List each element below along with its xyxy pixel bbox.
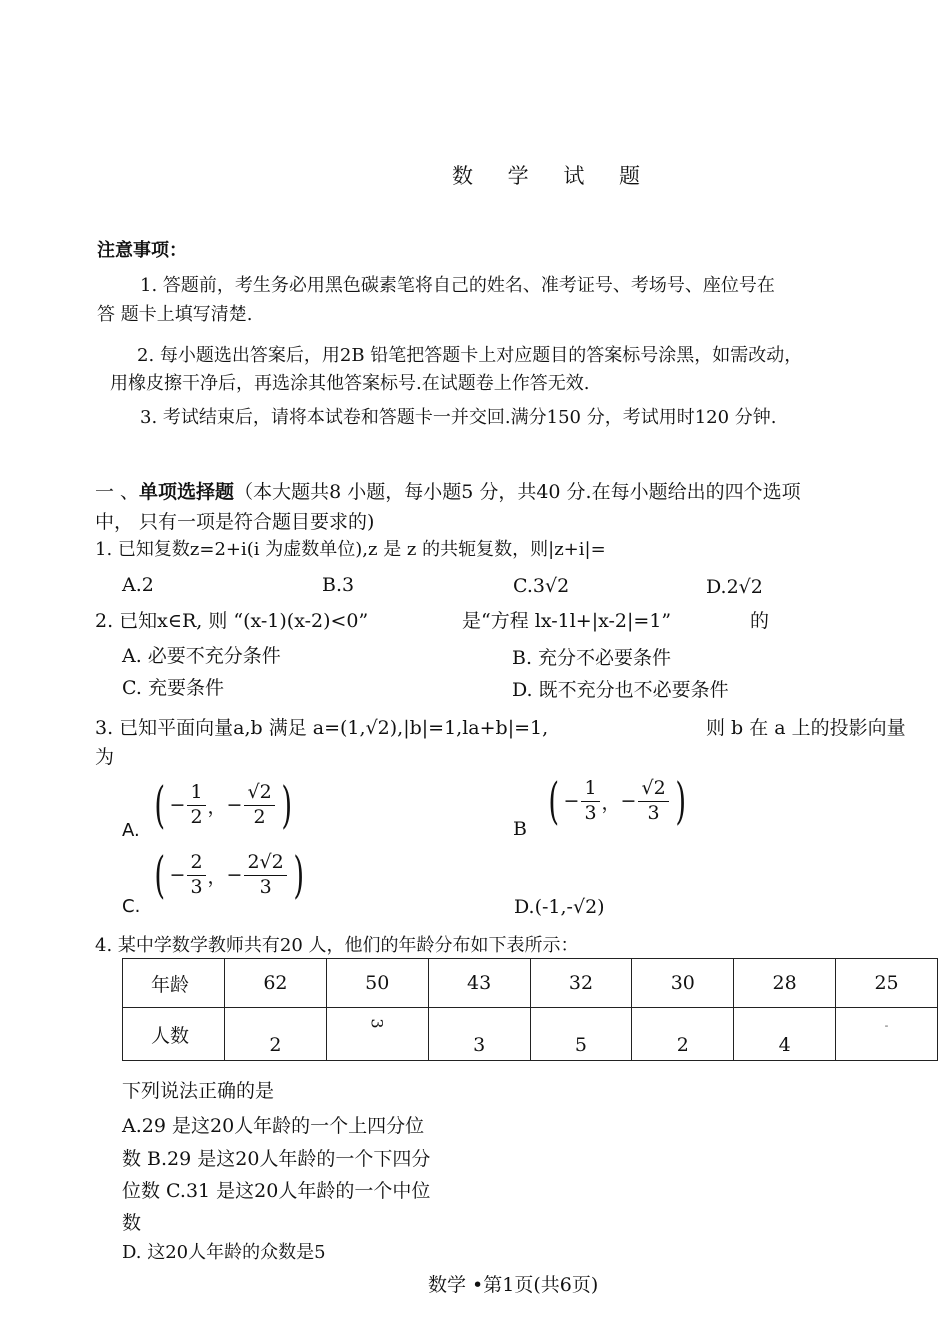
table-cell: 28: [734, 959, 836, 1008]
table-row-counts: [123, 1008, 938, 1061]
table-cell: 25: [836, 959, 938, 1008]
fraction-numerator: √2: [638, 779, 668, 802]
q2-option-c: C. 充要条件: [122, 677, 224, 699]
q3-option-c-label: C.: [122, 896, 141, 917]
fraction-numerator: √2: [244, 783, 274, 806]
fraction-denominator: 3: [584, 801, 597, 824]
minus-sign: −: [169, 794, 186, 816]
table-cell: 50: [326, 959, 428, 1008]
q3-option-b-vector: [544, 772, 690, 830]
note-2-line-2: 用橡皮擦干净后，再选涂其他答案标号.在试题卷上作答无效.: [110, 373, 590, 394]
table-row-ages: [123, 959, 938, 1008]
fraction-denominator: 3: [259, 875, 272, 898]
q4-line-3: 位数 C.31 是这20人年龄的一个中位: [122, 1180, 431, 1202]
q3-option-a-vector: [150, 776, 296, 834]
right-paren: ): [675, 772, 686, 830]
fraction-denominator: 2: [190, 805, 203, 828]
note-3: 3. 考试结束后，请将本试卷和答题卡一并交回.满分150 分，考试用时120 分钟.: [140, 407, 777, 428]
page-footer: 数学 •第1页(共6页): [428, 1274, 599, 1296]
table-cell: 5: [530, 1008, 632, 1061]
age-table: [122, 958, 938, 1061]
right-paren: ): [293, 846, 304, 904]
q3-option-c-vector: [150, 846, 308, 904]
q1-option-a: A.2: [122, 574, 154, 596]
section-name: 单项选择题: [139, 481, 235, 503]
fraction-numerator: 2√2: [244, 853, 286, 876]
rotated-digit: 3: [367, 1018, 387, 1029]
minus-sign: −: [226, 794, 243, 816]
table-cell: 2: [632, 1008, 734, 1061]
section-prefix: 一 、: [95, 481, 140, 503]
table-cell: 4: [734, 1008, 836, 1061]
page-title: 数 学 试 题: [452, 164, 655, 188]
table-cell: [836, 1008, 938, 1061]
table-cell: [326, 1008, 428, 1061]
note-1-line-2: 答 题卡上填写清楚.: [97, 304, 253, 325]
minus-sign: −: [169, 864, 186, 886]
note-1-line-1: 1. 答题前，考生务必用黑色碳素笔将自己的姓名、准考证号、考场号、座位号在: [140, 275, 775, 296]
section-desc-line-2: 中， 只有一项是符合题目要求的): [95, 511, 375, 533]
table-cell: 30: [632, 959, 734, 1008]
left-paren: (: [548, 772, 560, 830]
fraction-numerator: 1: [581, 779, 599, 802]
right-paren: ): [281, 776, 292, 834]
q1-option-b: B.3: [322, 574, 355, 596]
q1-stem: 1. 已知复数z=2+i(i 为虚数单位),z 是 z 的共轭复数，则|z+i|=: [95, 539, 606, 560]
comma: ，: [601, 791, 621, 814]
comma: ，: [207, 865, 227, 888]
fraction-numerator: 2: [187, 853, 205, 876]
fraction-denominator: 3: [647, 801, 660, 824]
table-cell: 32: [530, 959, 632, 1008]
table-header-count: 人数: [123, 1008, 225, 1061]
minus-sign: −: [620, 790, 637, 812]
q2-option-b: B. 充分不必要条件: [512, 647, 672, 669]
table-header-age: 年龄: [123, 959, 225, 1008]
section-header: [95, 477, 801, 504]
q4-line-2: 数 B.29 是这20人年龄的一个下四分: [122, 1148, 431, 1170]
q1-option-c: C.3√2: [513, 575, 570, 597]
q4-line-1: A.29 是这20人年龄的一个上四分位: [122, 1115, 425, 1137]
q4-prompt: 下列说法正确的是: [122, 1080, 275, 1102]
q2-option-a: A. 必要不充分条件: [122, 645, 281, 667]
fraction-denominator: 3: [190, 875, 203, 898]
fraction-numerator: 1: [187, 783, 205, 806]
q2-stem-c: 的: [750, 610, 770, 632]
table-cell: 62: [225, 959, 327, 1008]
left-paren: (: [154, 776, 166, 834]
notes-heading: 注意事项：: [97, 240, 187, 261]
note-2-line-1: 2. 每小题选出答案后，用2B 铅笔把答题卡上对应题目的答案标号涂黑，如需改动，: [137, 345, 803, 366]
q3-option-b-label: B: [513, 818, 527, 840]
q2-stem-a: 2. 已知x∈R, 则 “(x-1)(x-2)<0”: [95, 610, 369, 632]
q4-stem: 4. 某中学数学教师共有20 人，他们的年龄分布如下表所示：: [95, 935, 579, 956]
q3-stem-c: 为: [95, 746, 115, 768]
table-cell: 2: [225, 1008, 327, 1061]
section-desc-line-1: （本大题共8 小题，每小题5 分，共40 分.在每小题给出的四个选项: [234, 481, 801, 503]
faint-mark: -: [884, 1019, 889, 1032]
q2-option-d: D. 既不充分也不必要条件: [512, 679, 729, 701]
q4-line-5: D. 这20人年龄的众数是5: [122, 1242, 326, 1263]
fraction-denominator: 2: [253, 805, 266, 828]
q3-option-a-label: A.: [122, 820, 140, 841]
q1-option-d: D.2√2: [706, 576, 763, 598]
q4-line-4: 数: [122, 1212, 142, 1234]
left-paren: (: [154, 846, 166, 904]
q3-option-d: D.(-1,-√2): [514, 896, 605, 918]
q2-stem-b: 是“方程 lx-1l+|x-2|=1”: [462, 610, 672, 632]
minus-sign: −: [226, 864, 243, 886]
q3-stem-a: 3. 已知平面向量a,b 满足 a=(1,√2),|b|=1,la+b|=1,: [95, 717, 549, 739]
comma: ，: [207, 795, 227, 818]
q3-stem-b: 则 b 在 a 上的投影向量: [706, 717, 906, 739]
minus-sign: −: [563, 790, 580, 812]
table-cell: 43: [428, 959, 530, 1008]
table-cell: 3: [428, 1008, 530, 1061]
